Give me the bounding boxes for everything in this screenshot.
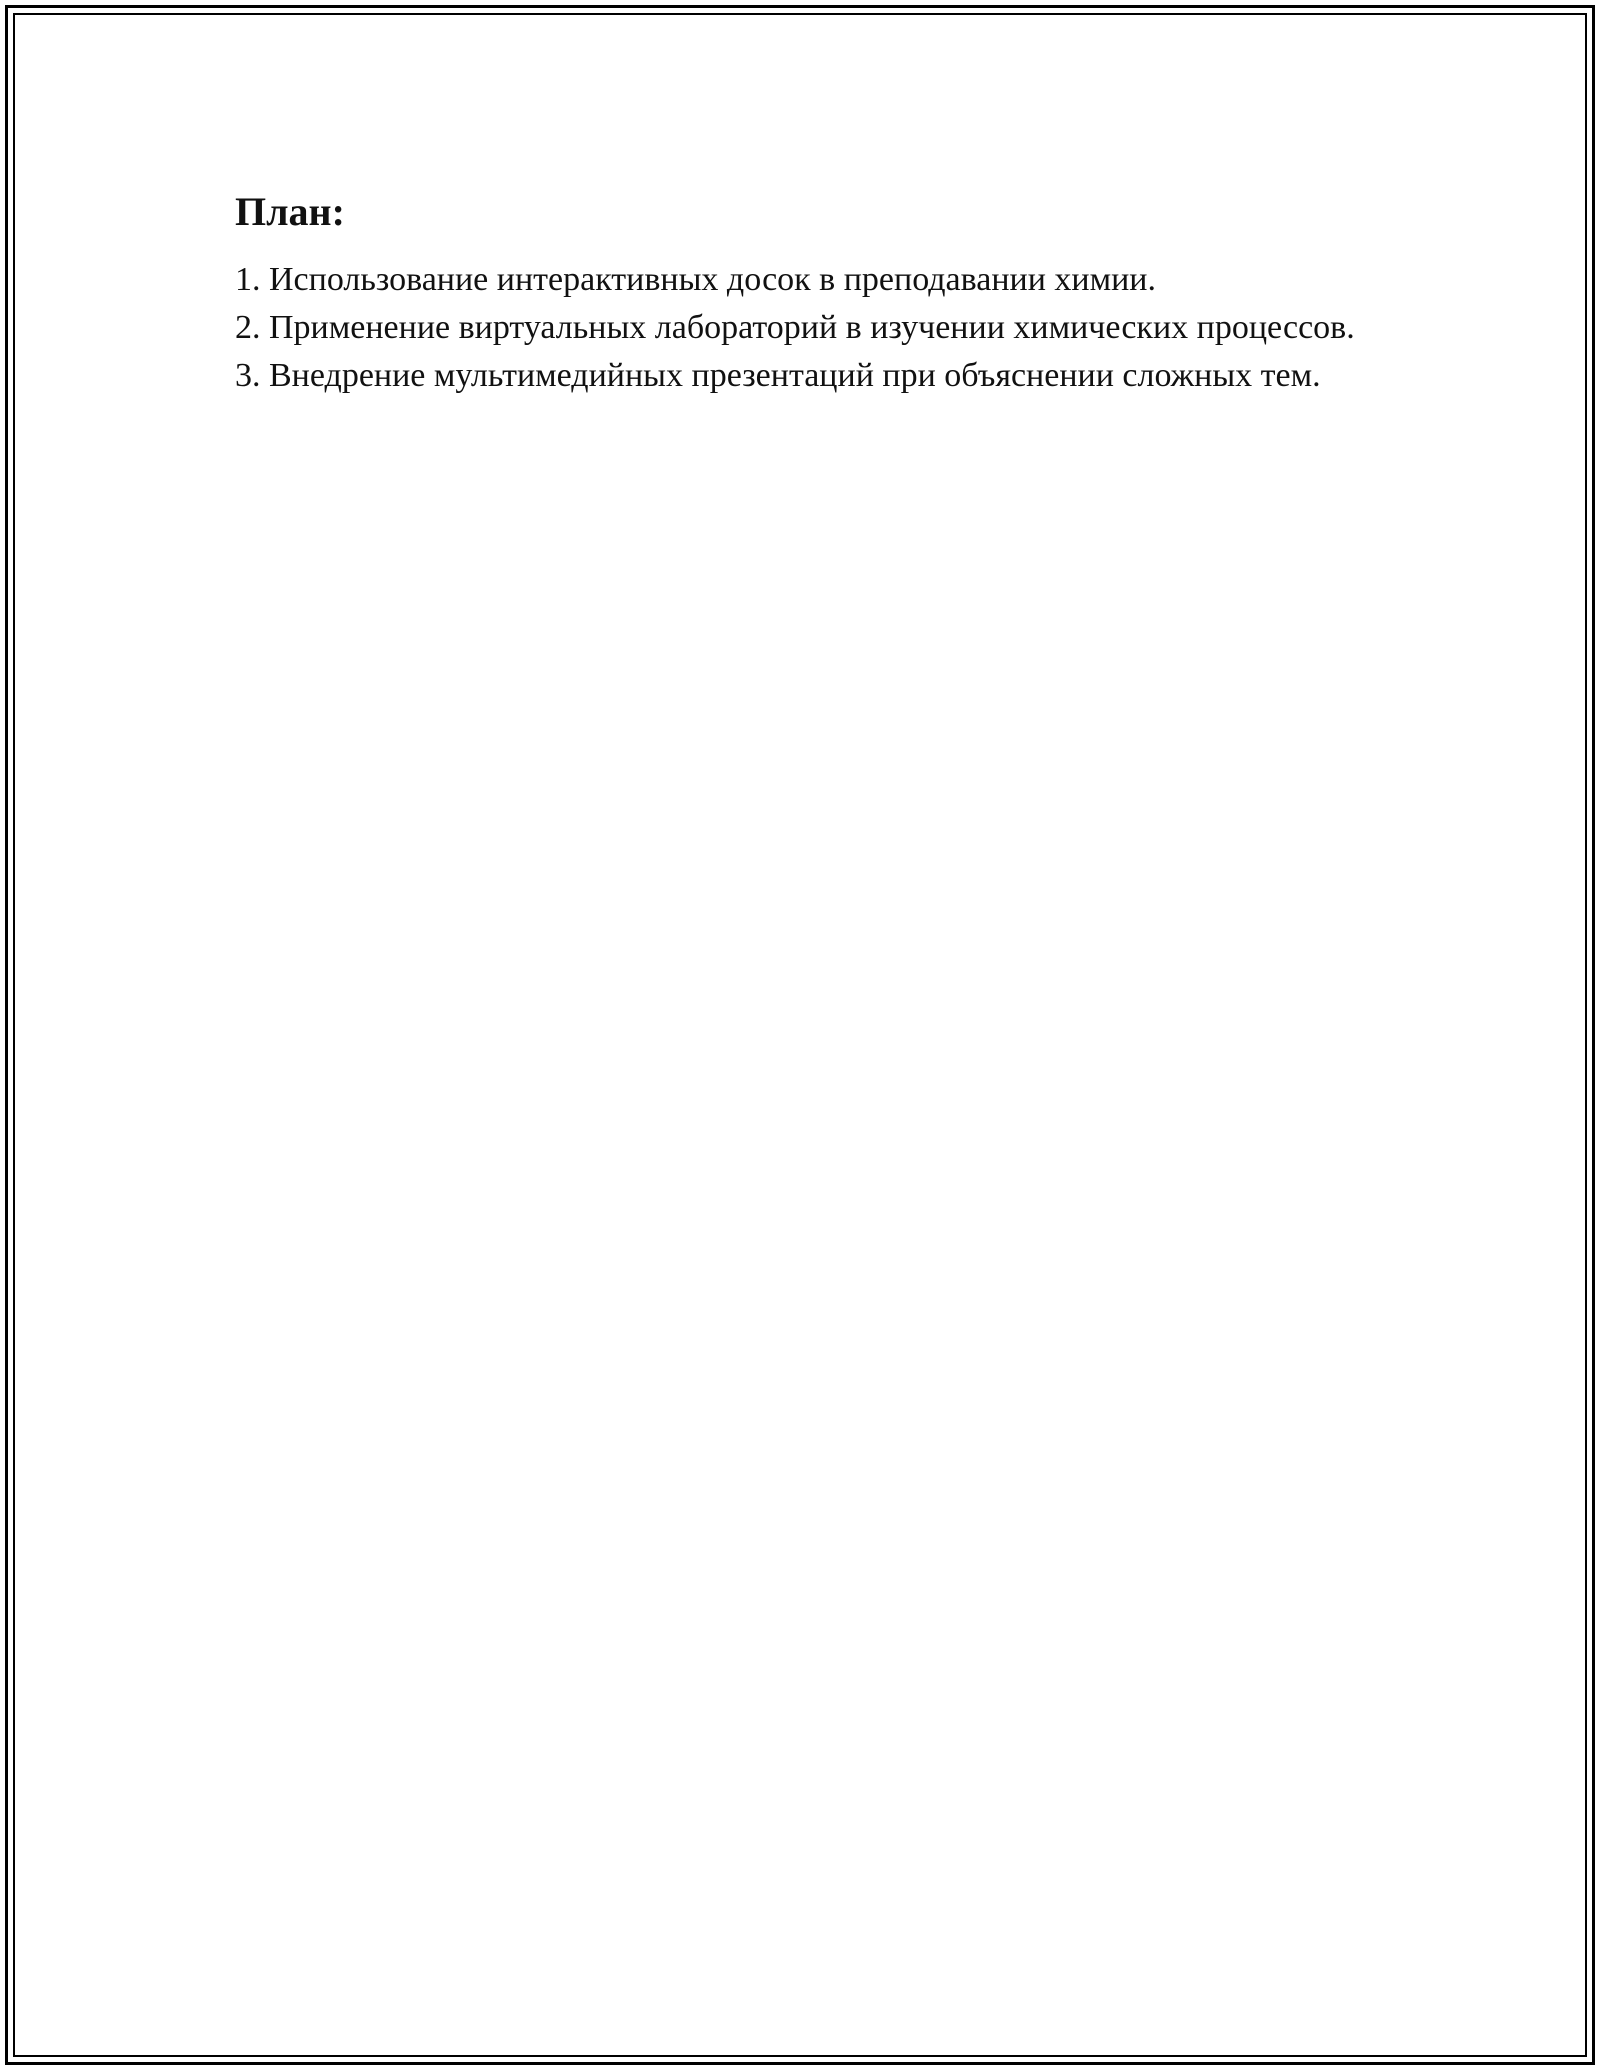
plan-item-2: 2. Применение виртуальных лабораторий в изучении химических процессов. bbox=[235, 309, 1355, 346]
plan-item-1: 1. Использование интерактивных досок в преподавании химии. bbox=[235, 261, 1157, 298]
plan-item-3: 3. Внедрение мультимедийных презентаций при объяснении сложных тем. bbox=[235, 357, 1321, 394]
plan-heading: План: bbox=[235, 189, 345, 234]
plan-list bbox=[235, 256, 1365, 400]
document-content bbox=[235, 186, 1365, 400]
